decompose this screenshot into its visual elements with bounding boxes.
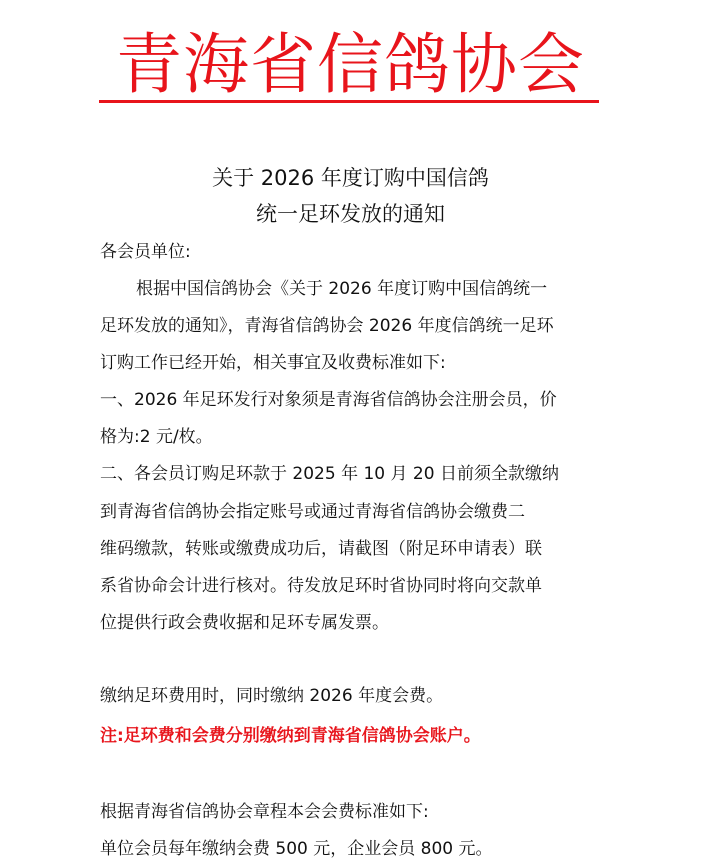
item-1-line-2: 格为:2 元/枚。: [100, 427, 213, 447]
item-2-line-4: 系省协命会计进行核对。待发放足环时省协同时将向交款单: [100, 576, 542, 596]
item-2-line-2: 到青海省信鸽协会指定账号或通过青海省信鸽协会缴费二: [100, 502, 525, 522]
fee-standard-line: 单位会员每年缴纳会费 500 元，企业会员 800 元。: [100, 839, 493, 859]
letterhead-red-rule: [99, 100, 599, 103]
salutation: 各会员单位:: [100, 242, 191, 262]
item-2-line-5: 位提供行政会费收据和足环专属发票。: [100, 613, 389, 633]
item-2-line-3: 维码缴款，转账或缴费成功后，请截图（附足环申请表）联: [100, 539, 542, 559]
red-warning-note: 注:足环费和会费分别缴纳到青海省信鸽协会账户。: [100, 726, 481, 746]
letterhead-title: 青海省信鸽协会: [116, 26, 585, 103]
paragraph-1-line-2: 足环发放的通知》，青海省信鸽协会 2026 年度信鸽统一足环: [100, 316, 554, 336]
notice-title-line-1: 关于 2026 年度订购中国信鸽: [212, 166, 489, 190]
notice-title-line-2: 统一足环发放的通知: [256, 202, 445, 226]
fee-note: 缴纳足环费用时，同时缴纳 2026 年度会费。: [100, 686, 444, 706]
item-2-line-1: 二、各会员订购足环款于 2025 年 10 月 20 日前须全款缴纳: [100, 464, 559, 484]
item-1-line-1: 一、2026 年足环发行对象须是青海省信鸽协会注册会员，价: [100, 390, 557, 410]
paragraph-1-line-1: 根据中国信鸽协会《关于 2026 年度订购中国信鸽统一: [136, 279, 548, 299]
paragraph-1-line-3: 订购工作已经开始，相关事宜及收费标准如下:: [100, 353, 446, 373]
fee-standard-intro: 根据青海省信鸽协会章程本会会费标准如下:: [100, 802, 429, 822]
